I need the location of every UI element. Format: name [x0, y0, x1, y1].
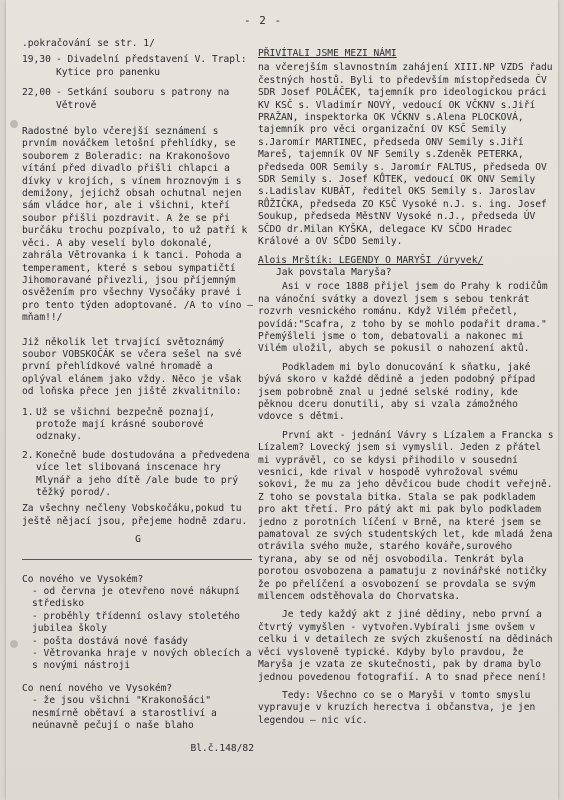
list-item: - od června je otevřeno nové nákupní středisko [32, 586, 240, 610]
punch-hole [10, 640, 18, 648]
program-list [22, 54, 254, 112]
list-item: - pošta dostává nové fasády [32, 635, 188, 647]
welcome-heading: PŘIVÍTALI JSME MEZI NÁMI [258, 48, 397, 59]
question-new: Co nového ve Vysokém? [22, 573, 144, 585]
list-text: Už se všichni bezpečně poznají, protože mají krásné souborové odznaky. [36, 406, 216, 443]
program-time: 22,00 [22, 87, 51, 99]
story-subheading: Jak povstala Maryša? [276, 266, 392, 278]
page [6, 0, 558, 800]
story-paragraph: První akt - jednání Vávry s Lízalem a Francka s Lízalem? Lovecký jsem si vymyslil. Jeden z přátel mi vyprávěl, co se kdysi přihodilo v sousední vesnici, kde rival v hospodě vyhrožoval svému sokovi, že mu za jeho děvčicou bude chodit veřejně. Z toho se povstala bitka. Stala se pak podkladem pro akt třetí. Pro pátý akt mi pak bylo podkladem jedno z porotních líčení v Brně, na které jsem se pamatoval ze svých studentských let, kde mladá žena otrávila svého muže, starého kováře,surového tyrana, aby se od něj osvobodila. Tenkrát byla porotou osvobozena a pamatuju z novinářské notičky že po přelíčení a osvobození se provdala se svým milencem odstěhovala do Chorvatska. [258, 429, 554, 603]
right-column [258, 38, 554, 727]
program-desc: - Setkání souboru s patrony na Větrově [56, 87, 230, 111]
program-desc: - Divadelní představení V. Trapl: Kytice pro panenku [56, 54, 247, 78]
program-item [22, 87, 254, 112]
story-paragraph: Tedy: Všechno co se o Maryši v tomto smyslu vypravuje v kruzích herectva i občanstva, je jen legendou – nic víc. [258, 689, 536, 726]
new-list [22, 586, 254, 673]
list-item: - Větrovanka hraje v nových oblecích a s novými nástroji [32, 648, 252, 672]
program-time: 19,30 [22, 54, 51, 66]
left-column [22, 38, 254, 755]
punch-hole [10, 120, 18, 128]
article-vobskocak: Již několik let trvající světoznámý soubor VOBSKOČÁK se včera sešel na své první přehlídkové valné hromadě a oplýval elánem jako vždy. Něco je však od loňska přece jen jiště zkvalitnilo: [22, 336, 242, 398]
program-item [22, 54, 254, 79]
list-text: Konečně bude dostudována a předvedena více let slibovaná inscenace hry Mlynář a jeho dítě /ale bude to prý těžký porod/. [36, 449, 250, 498]
list-item: - proběhly třídenní oslavy stoletého jubilea školy [32, 610, 240, 635]
question-not-new: Co není nového ve Vysokém? [22, 682, 173, 694]
list-item [22, 450, 254, 500]
story-heading: Alois Mrštík: LEGENDY O MARYŠI /úryvek/ [258, 254, 484, 266]
signature-bl: Bl.č.148/82 [190, 742, 254, 754]
story-paragraph: Podkladem mi bylo donucování k sňatku, jaké bývá skoro v každé dědině a jeden podobný případ jsem pobrobně znal u jedné selské rodiny, kde pěknou dceru donutili, aby si vzala zámožného vdovce s dětmi. [258, 361, 536, 423]
list-item: - že jsou všichni "Krakonošáci" nesmírně obětaví a starostliví a neúnavně pečují o naše blaho [32, 695, 217, 732]
list-number: 1. [22, 406, 34, 418]
page-number: - 2 - [244, 14, 283, 27]
welcome-text: na včerejším slavnostním zahájení XIII.NP VZDS řadu čestných hostů. Byli to především místopředseda ČV SDR Josef POLÁČEK, tajemník pro ideologickou práci KV KSČ s. Vladimír NOVÝ, vedoucí OK VČKNV s.Jiří PRAŽAN, inspektorka OK VČKNV s.Alena PLOCKOVÁ, tajemník pro věci organizační OV KSČ Semily s.Jaromír MARTINEC, předseda ONV Semily s.Jiří Mareš, tajemník OV NF Semily s.Zdeněk PETERKA, předseda OOR Semily s. Jaromír FALTUS, předseda OV SDR Semily s. Josef KŮTEK, vedoucí OK ONV Semily s.Ladislav KUBÁT, ředitel OKS Semily s. Jaroslav RŮŽIČKA, předseda ZO KSČ Vysoké n.J. s. ing. Josef Soukup, předseda MěstNV Vysoké n.J., předseda ÚV SČDO dr.Milan KYŠKA, delegace KV SČDO Hradec Králové a OV SČDO Semily. [258, 62, 553, 248]
list-item [22, 407, 254, 444]
article-boleradice: Radostné bylo včerejší seznámení s prvním nováčkem letošní přehlídky, se souborem z Boleradic: na Krakonošovo vítání před divadlo přišli chlapci a dívky v krojích, s vínem hroznovým i s demižony, jejichž obsah ochutnal nejen sám vládce hor, ale i všichni, kteří soubor přišli pozdravit. A že se při burčáku trochu pozpívalo, to už patří k věci. A aby veselí bylo dokonalé, zahrála Větrovanka i k tanci. Pohoda a temperament, které s sebou sympatičtí Jihomoravané přivezli, jsou příjemným osvěžením pro všechny Vysočáky pravé i pro tento týden adoptované. /A to víno – mňam!!/ [22, 126, 254, 324]
section-divider [22, 559, 252, 560]
article-vobskocak-end: Za všechny nečleny Vobskočáku,pokud tu ještě nějací jsou, přejeme hodně zdaru. [22, 503, 248, 527]
story-paragraph: Asi v roce 1888 přijel jsem do Prahy k rodičům na vánoční svátky a dovezl jsem s sebou tenkrát rozvrh vesnického románu. Když Vilém přečetl, povídá:"Scafra, z toho by se mohlo podařit drama." Přemýšleli jsme o tom, debatovali a nakonec mi Vilém uložil, abych se pokusil o nahození aktů. [258, 281, 548, 355]
list-number: 2. [22, 449, 34, 461]
story-paragraph: Je tedy každý akt z jiné dědiny, nebo první a čtvrtý vymyšlen - vytvořen.Vybírali jsme ovšem v celku i v detailech ze svých zkušeností na dědinách věci vysloveně typické. Kdyby bylo pravdou, že Maryša je vzata ze skutečnosti, pak by drama bylo jednou povedenou fotografií. A to snad přece není! [258, 609, 553, 683]
signature-initial: G [135, 534, 141, 546]
continuation-note: .pokračování se str. 1/ [22, 38, 155, 49]
